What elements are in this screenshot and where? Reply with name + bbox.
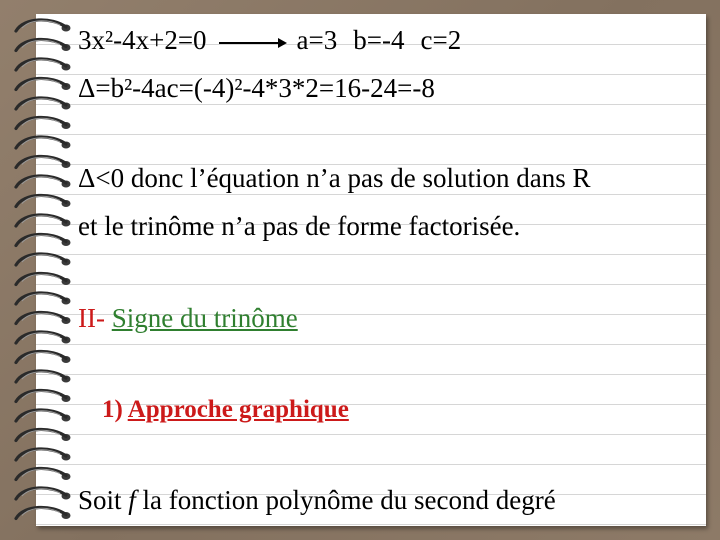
ruled-line (36, 344, 706, 345)
spiral-ring-icon (16, 176, 71, 188)
spiral-ring-icon (16, 117, 71, 129)
factorisation-line: et le trinôme n’a pas de forme factorisée. (78, 211, 521, 241)
section-heading (78, 302, 298, 334)
spiral-ring-icon (16, 410, 71, 422)
function-symbol: f (128, 485, 136, 515)
function-intro: Soit (78, 485, 129, 515)
ruled-line (36, 464, 706, 465)
ruled-line (36, 134, 706, 135)
ruled-line (36, 434, 706, 435)
spiral-ring-icon (16, 507, 71, 519)
subsection-number: 1) (102, 396, 123, 423)
spiral-ring-icon (16, 78, 71, 90)
ruled-line (36, 254, 706, 255)
spiral-ring-icon (16, 234, 71, 246)
spiral-ring-icon (16, 429, 71, 441)
ruled-line (36, 284, 706, 285)
coefficient-c: c=2 (420, 25, 462, 55)
spiral-ring-icon (16, 468, 71, 480)
spiral-ring-icon (16, 39, 71, 51)
spiral-binding-icon (0, 0, 80, 540)
spiral-ring-icon (16, 195, 71, 207)
spiral-ring-icon (16, 137, 71, 149)
spiral-ring-icon (16, 254, 71, 266)
equation-text: 3x²-4x+2=0 (78, 25, 207, 55)
spiral-ring-icon (16, 215, 71, 227)
ruled-line (36, 374, 706, 375)
spiral-ring-icon (16, 293, 71, 305)
section-title: Signe du trinôme (111, 303, 298, 333)
discriminant-line: Δ=b²-4ac=(-4)²-4*3*2=16-24=-8 (78, 73, 435, 103)
section-number: II- (78, 303, 105, 333)
spiral-ring-icon (16, 312, 71, 324)
spiral-ring-icon (16, 351, 71, 363)
coefficient-b: b=-4 (353, 25, 405, 55)
ruled-line (36, 194, 706, 195)
function-description: la fonction polynôme du second degré (135, 485, 556, 515)
subsection-heading (102, 394, 349, 426)
spiral-ring-icon (16, 332, 71, 344)
spiral-ring-icon (16, 98, 71, 110)
spiral-ring-icon (16, 273, 71, 285)
spiral-ring-icon (16, 449, 71, 461)
spiral-ring-icon (16, 390, 71, 402)
spiral-ring-icon (16, 371, 71, 383)
spiral-ring-icon (16, 488, 71, 500)
conclusion-line: Δ<0 donc l’équation n’a pas de solution dans R (78, 163, 591, 193)
coefficient-a: a=3 (296, 25, 338, 55)
right-arrow-icon (219, 38, 287, 48)
ruled-line (36, 104, 706, 105)
function-definition-line (78, 484, 556, 516)
coefficients-line (78, 24, 461, 56)
spiral-ring-icon (16, 20, 71, 32)
ruled-line (36, 524, 706, 525)
subsection-title: Approche graphique (127, 396, 349, 423)
spiral-ring-icon (16, 59, 71, 71)
spiral-ring-icon (16, 156, 71, 168)
